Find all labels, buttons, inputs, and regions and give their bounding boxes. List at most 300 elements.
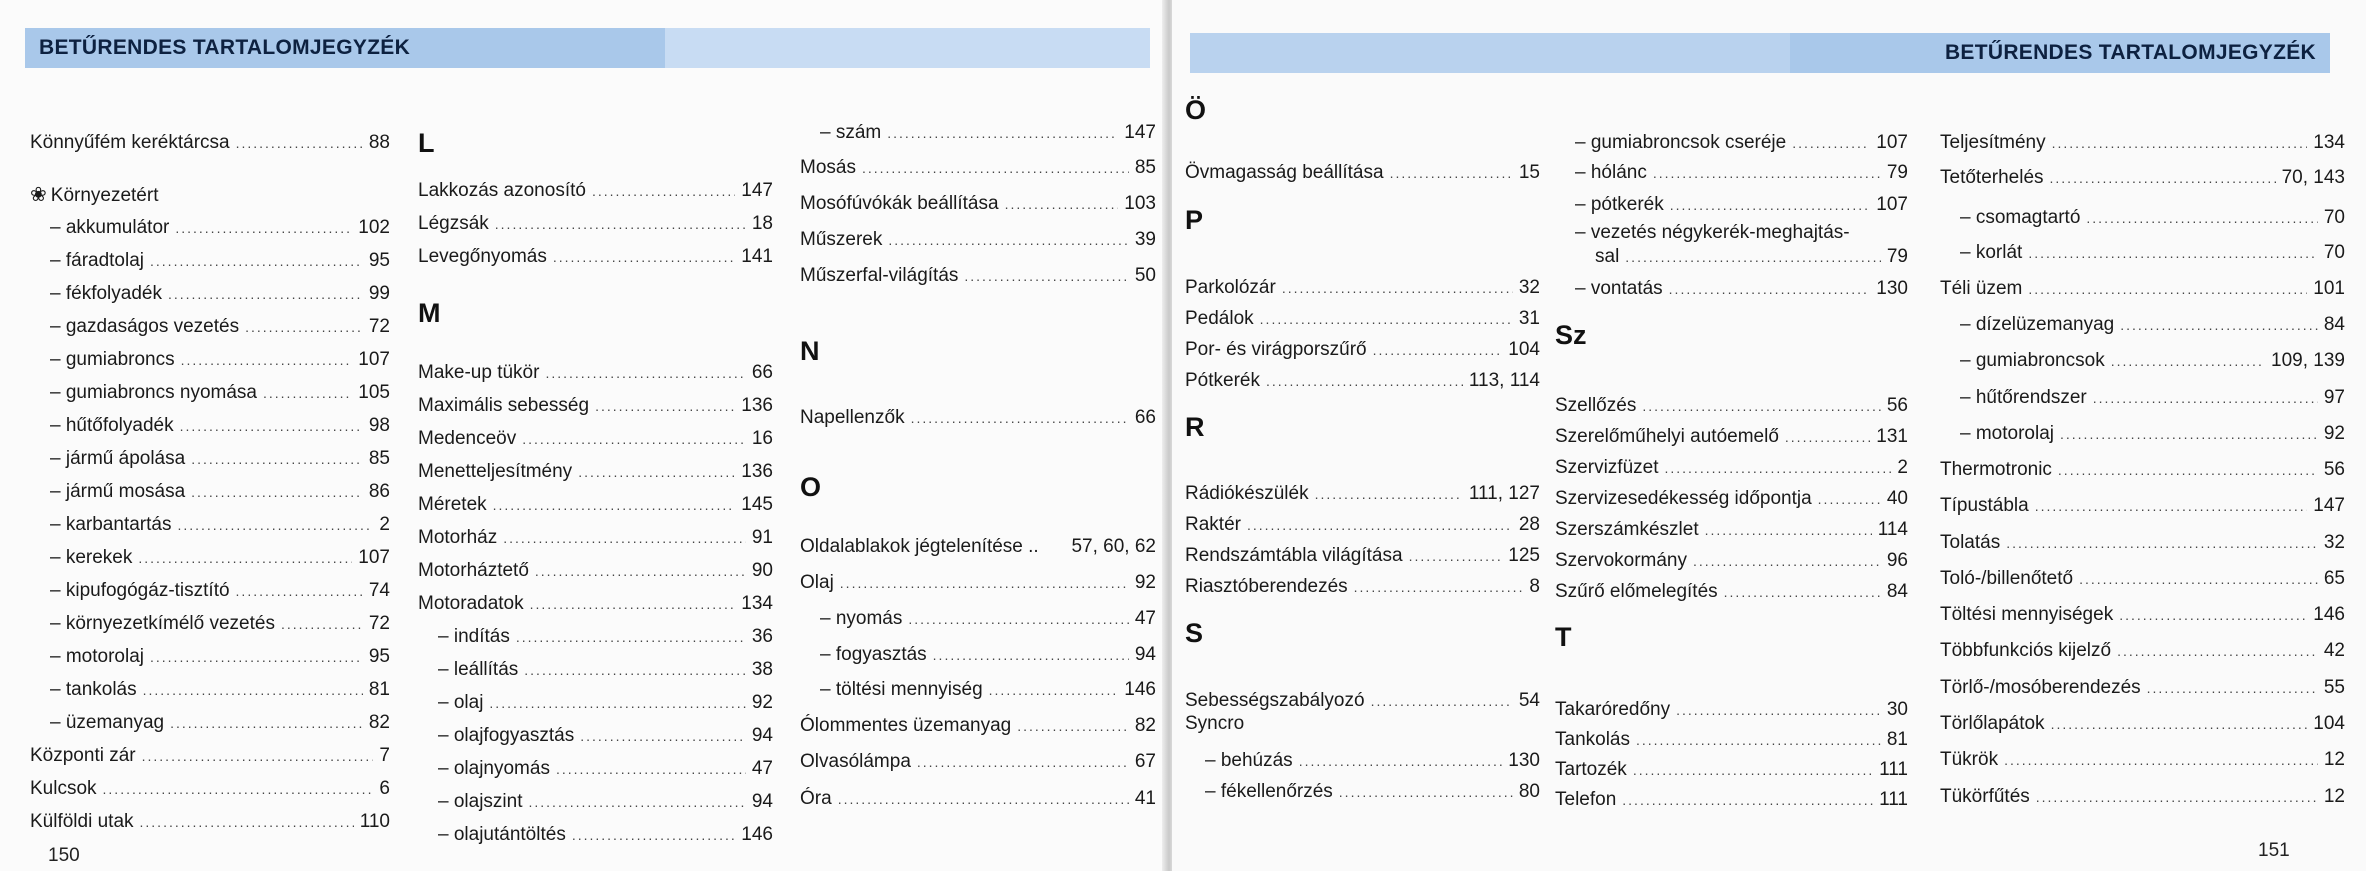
leader-dots — [1299, 748, 1503, 774]
entry-label: – kipufogógáz-tisztító — [50, 580, 230, 601]
index-entry — [50, 512, 390, 538]
page-reference: 54 — [1518, 690, 1540, 711]
leader-dots — [572, 822, 735, 848]
leader-dots — [2079, 566, 2318, 592]
entry-label: – nyomás — [820, 608, 903, 629]
index-entry — [820, 642, 1156, 668]
entry-label: Töltési mennyiségek — [1940, 604, 2114, 625]
leader-dots — [1642, 393, 1881, 419]
page-reference: 84 — [2323, 314, 2345, 335]
page-reference: 50 — [1134, 265, 1156, 286]
entry-label: – csomagtartó — [1960, 207, 2081, 228]
entry-label: Törlő-/mosóberendezés — [1940, 677, 2141, 698]
entry-label: Pótkerék — [1185, 370, 1260, 391]
page-reference: 65 — [2323, 568, 2345, 589]
page-reference: 81 — [368, 679, 390, 700]
entry-label: Tükörfűtés — [1940, 786, 2030, 807]
entry-label: Típustábla — [1940, 495, 2029, 516]
index-entry — [50, 710, 390, 736]
index-entry — [438, 690, 773, 716]
section-letter: Ö — [1185, 95, 1207, 125]
page-reference: 67 — [1134, 751, 1156, 772]
page-reference: 74 — [368, 580, 390, 601]
leader-dots — [1636, 727, 1881, 753]
leader-dots — [1633, 757, 1873, 783]
page-reference: 147 — [741, 180, 773, 201]
index-entry — [1555, 517, 1908, 543]
leader-dots — [489, 690, 745, 716]
index-entry — [1940, 784, 2345, 810]
index-entry — [1960, 312, 2345, 338]
entry-label: – gumiabroncs — [50, 349, 175, 370]
entry-label: – szám — [820, 122, 882, 143]
page-reference: 105 — [358, 382, 390, 403]
entry-label: Syncro — [1185, 713, 1245, 734]
page-reference: 94 — [1134, 644, 1156, 665]
leader-dots — [1390, 160, 1513, 186]
page-reference: 107 — [358, 547, 390, 568]
leader-dots — [516, 624, 746, 650]
leader-dots — [1017, 713, 1129, 739]
leader-dots — [578, 459, 735, 485]
index-entry — [800, 749, 1156, 775]
index-entry — [50, 578, 390, 604]
leader-dots — [1260, 306, 1513, 332]
index-entry — [418, 492, 773, 518]
page-reference: 30 — [1886, 699, 1908, 720]
leader-dots — [2004, 747, 2318, 773]
page-reference: 103 — [1124, 193, 1156, 214]
leader-dots — [142, 743, 374, 769]
page-reference: 141 — [741, 246, 773, 267]
page-reference: 42 — [2323, 640, 2345, 661]
index-entry — [418, 426, 773, 452]
entry-label: – gumiabroncsok cseréje — [1575, 132, 1787, 153]
leader-dots — [177, 512, 373, 538]
index-entry — [1555, 548, 1908, 574]
page-reference: 39 — [1134, 229, 1156, 250]
index-entry — [30, 743, 390, 769]
leader-dots — [2119, 602, 2307, 628]
page-reference: 95 — [368, 646, 390, 667]
entry-label: Ólommentes üzemanyag — [800, 715, 1012, 736]
page-reference: 134 — [2313, 132, 2345, 153]
leader-dots — [2050, 165, 2276, 191]
page-reference: 102 — [358, 217, 390, 238]
page-reference: 31 — [1518, 308, 1540, 329]
page-reference: 84 — [1886, 581, 1908, 602]
page-reference: 146 — [741, 824, 773, 845]
page-reference: 86 — [368, 481, 390, 502]
index-column — [418, 0, 773, 871]
entry-label: – hűtőrendszer — [1960, 387, 2087, 408]
index-entry — [800, 570, 1156, 596]
entry-label: Mosás — [800, 157, 856, 178]
page-reference: 92 — [1134, 572, 1156, 593]
entry-label: – fogyasztás — [820, 644, 927, 665]
index-entry — [438, 624, 773, 650]
leader-dots — [838, 786, 1129, 812]
entry-label: Szerszámkészlet — [1555, 519, 1699, 540]
index-entry — [1185, 543, 1540, 569]
index-entry — [1575, 220, 1908, 246]
leader-dots — [2111, 348, 2265, 374]
index-entry — [820, 606, 1156, 632]
entry-label: Teljesítmény — [1940, 132, 2046, 153]
index-entry — [1575, 130, 1908, 156]
page-reference: 136 — [741, 395, 773, 416]
leader-dots — [495, 211, 746, 237]
index-entry — [1940, 493, 2345, 519]
leader-dots — [553, 244, 735, 270]
section-letter: T — [1555, 622, 1572, 652]
leader-dots — [236, 130, 363, 156]
leader-dots — [989, 677, 1119, 703]
entry-label: Övmagasság beállítása — [1185, 162, 1384, 183]
leader-dots — [545, 360, 745, 386]
leader-dots — [908, 606, 1128, 632]
section-letter: S — [1185, 618, 1204, 648]
index-entry — [1185, 275, 1540, 301]
leader-dots — [2147, 675, 2318, 701]
entry-label: – üzemanyag — [50, 712, 165, 733]
index-entry — [418, 211, 773, 237]
entry-label: Lakkozás azonosító — [418, 180, 586, 201]
entry-label: – gazdaságos vezetés — [50, 316, 240, 337]
index-entry — [1940, 638, 2345, 664]
page-reference: 107 — [1876, 194, 1908, 215]
leader-dots — [168, 281, 363, 307]
index-entry — [1575, 160, 1908, 186]
entry-label: Takaróredőny — [1555, 699, 1671, 720]
page-reference: 107 — [1876, 132, 1908, 153]
entry-label: Levegőnyomás — [418, 246, 547, 267]
index-entry — [30, 130, 390, 156]
page-reference: 85 — [368, 448, 390, 469]
index-entry — [1940, 130, 2345, 156]
entry-label: Sebességszabályozó — [1185, 690, 1365, 711]
page-reference: 91 — [751, 527, 773, 548]
entry-label: Szellőzés — [1555, 395, 1637, 416]
page-number-left: 150 — [48, 845, 80, 866]
index-entry — [1960, 385, 2345, 411]
page-reference: 6 — [379, 778, 390, 799]
leader-dots — [1354, 574, 1524, 600]
leader-dots — [170, 710, 363, 736]
page-reference: 88 — [368, 132, 390, 153]
index-entry — [1555, 424, 1908, 450]
leader-dots — [138, 545, 352, 571]
leader-dots — [140, 809, 354, 835]
leader-dots — [1339, 779, 1513, 805]
leader-dots — [1653, 160, 1881, 186]
header-title-right: BETŰRENDES TARTALOMJEGYZÉK — [1944, 41, 2316, 64]
entry-label: – jármű ápolása — [50, 448, 186, 469]
index-entry — [1185, 337, 1540, 363]
leader-dots — [1705, 517, 1872, 543]
page-reference: 79 — [1886, 246, 1908, 267]
page-reference: 41 — [1134, 788, 1156, 809]
page-reference: 70 — [2323, 242, 2345, 263]
index-entry — [1960, 240, 2345, 266]
leader-dots — [2058, 457, 2318, 483]
index-entry — [438, 756, 773, 782]
leader-dots — [2060, 421, 2318, 447]
page-reference: 70, 143 — [2281, 167, 2345, 188]
page-reference: 32 — [2323, 532, 2345, 553]
entry-label: – olaj — [438, 692, 484, 713]
index-entry — [418, 244, 773, 270]
index-entry — [1185, 512, 1540, 538]
leader-dots — [964, 263, 1128, 289]
entry-label: Többfunkciós kijelző — [1940, 640, 2112, 661]
leader-dots — [530, 591, 736, 617]
page-reference: 82 — [368, 712, 390, 733]
entry-label: Méretek — [418, 494, 487, 515]
entry-label: – leállítás — [438, 659, 519, 680]
page-reference: 82 — [1134, 715, 1156, 736]
entry-label: – töltési mennyiség — [820, 679, 983, 700]
index-entry — [50, 248, 390, 274]
page-reference: 47 — [1134, 608, 1156, 629]
leader-dots — [887, 120, 1118, 146]
index-entry — [1555, 787, 1908, 813]
entry-label: – hűtőfolyadék — [50, 415, 174, 436]
entry-label: – környezetkímélő vezetés — [50, 613, 275, 634]
entry-label: Törlőlapátok — [1940, 713, 2045, 734]
entry-label: Óra — [800, 788, 832, 809]
page-reference: 92 — [2323, 423, 2345, 444]
page-reference: 15 — [1518, 162, 1540, 183]
leader-dots — [2117, 638, 2318, 664]
leader-dots — [1818, 486, 1881, 512]
entry-label: – fékfolyadék — [50, 283, 162, 304]
page-reference: 147 — [2313, 495, 2345, 516]
index-entry — [1555, 455, 1908, 481]
page-number-right: 151 — [2258, 840, 2290, 861]
index-entry — [800, 786, 1156, 812]
page-reference: 134 — [741, 593, 773, 614]
index-entry — [50, 314, 390, 340]
entry-label: Könnyűfém keréktárcsa — [30, 132, 230, 153]
page-reference: 114 — [1877, 519, 1908, 540]
page-reference: 8 — [1529, 576, 1540, 597]
page-reference: 70 — [2323, 207, 2345, 228]
index-entry — [1940, 457, 2345, 483]
index-entry — [1555, 697, 1908, 723]
page-reference: 2 — [1897, 457, 1908, 478]
index-entry — [1555, 727, 1908, 753]
page-reference: 32 — [1518, 277, 1540, 298]
index-entry — [418, 558, 773, 584]
entry-label: Kulcsok — [30, 778, 97, 799]
leader-dots — [524, 657, 746, 683]
index-entry — [418, 393, 773, 419]
page-reference: 66 — [751, 362, 773, 383]
leader-dots — [1247, 512, 1513, 538]
index-entry — [438, 822, 773, 848]
page-reference: 98 — [368, 415, 390, 436]
entry-label: – fáradtolaj — [50, 250, 145, 271]
entry-label: Téli üzem — [1940, 278, 2023, 299]
section-letter: O — [800, 472, 822, 502]
leader-dots — [595, 393, 735, 419]
index-entry — [800, 713, 1156, 739]
index-entry — [1185, 160, 1540, 186]
leader-dots — [917, 749, 1129, 775]
leader-dots — [840, 570, 1129, 596]
entry-label: Pedálok — [1185, 308, 1254, 329]
section-letter: M — [418, 298, 441, 328]
entry-label: – tankolás — [50, 679, 137, 700]
page-reference: 38 — [751, 659, 773, 680]
leader-dots — [1670, 192, 1871, 218]
page-reference: 80 — [1518, 781, 1540, 802]
page-reference: 12 — [2323, 786, 2345, 807]
index-entry — [1575, 192, 1908, 218]
leader-dots — [556, 756, 746, 782]
entry-label: ❀ Környezetért — [30, 184, 159, 206]
page-reference: 85 — [1134, 157, 1156, 178]
page-reference: 36 — [751, 626, 773, 647]
leader-dots — [150, 644, 363, 670]
entry-label: Olvasólámpa — [800, 751, 911, 772]
section-letter: L — [418, 128, 435, 158]
index-entry — [50, 380, 390, 406]
entry-label: – motorolaj — [1960, 423, 2054, 444]
leader-dots — [493, 492, 736, 518]
entry-label: Riasztóberendezés — [1185, 576, 1348, 597]
entry-label: Külföldi utak — [30, 811, 134, 832]
page-reference: 28 — [1518, 514, 1540, 535]
entry-label: Oldalablakok jégtelenítése .. — [800, 536, 1039, 557]
leader-dots — [2006, 530, 2318, 556]
page-reference: 56 — [2323, 459, 2345, 480]
entry-label: Maximális sebesség — [418, 395, 590, 416]
page-reference: 125 — [1508, 545, 1540, 566]
index-entry — [820, 677, 1156, 703]
leader-dots — [245, 314, 363, 340]
leader-dots — [1622, 787, 1873, 813]
leader-dots — [180, 413, 363, 439]
leader-dots — [1664, 455, 1891, 481]
leader-dots — [2093, 385, 2318, 411]
entry-label: Központi zár — [30, 745, 136, 766]
leader-dots — [911, 405, 1129, 431]
page-reference: 111 — [1879, 789, 1908, 810]
entry-label: Műszerek — [800, 229, 883, 250]
page-reference: 101 — [2313, 278, 2345, 299]
page-reference: 136 — [741, 461, 773, 482]
entry-label: Thermotronic — [1940, 459, 2052, 480]
index-entry — [1205, 779, 1540, 805]
index-entry — [1595, 244, 1908, 270]
entry-label: – olajfogyasztás — [438, 725, 575, 746]
page-reference: 72 — [368, 613, 390, 634]
entry-label: Motoradatok — [418, 593, 524, 614]
index-entry — [1940, 747, 2345, 773]
page-reference: 18 — [751, 213, 773, 234]
entry-label: Mosófúvókák beállítása — [800, 193, 999, 214]
index-entry — [50, 644, 390, 670]
page-reference: 81 — [1886, 729, 1908, 750]
page-reference: 47 — [751, 758, 773, 779]
index-entry — [1185, 574, 1540, 600]
leader-dots — [522, 426, 746, 452]
entry-label: – korlát — [1960, 242, 2023, 263]
page-reference: 12 — [2323, 749, 2345, 770]
index-entry — [800, 191, 1156, 217]
index-entry — [1205, 748, 1540, 774]
leader-dots — [580, 723, 746, 749]
index-entry — [1555, 486, 1908, 512]
entry-label: Tetőterhelés — [1940, 167, 2044, 188]
page-reference: 111 — [1879, 759, 1908, 780]
page-reference: 111, 127 — [1468, 483, 1540, 504]
index-entry — [1940, 276, 2345, 302]
page-reference: 16 — [751, 428, 773, 449]
leader-dots — [236, 578, 363, 604]
index-entry — [50, 281, 390, 307]
index-entry — [1940, 675, 2345, 701]
entry-label: – jármű mosása — [50, 481, 186, 502]
leader-dots — [2052, 130, 2308, 156]
page-reference: 104 — [2313, 713, 2345, 734]
index-entry — [800, 405, 1156, 431]
leader-dots — [2051, 711, 2308, 737]
page-reference: 107 — [358, 349, 390, 370]
index-column — [800, 0, 1156, 871]
index-entry — [438, 723, 773, 749]
section-letter: R — [1185, 412, 1205, 442]
entry-label: Motorháztető — [418, 560, 529, 581]
index-column — [1555, 0, 1908, 871]
page-reference: 57, 60, 62 — [1071, 536, 1156, 557]
leader-dots — [150, 248, 363, 274]
entry-label: – behúzás — [1205, 750, 1293, 771]
page-reference: 66 — [1134, 407, 1156, 428]
entry-label: – vontatás — [1575, 278, 1663, 299]
page-reference: 56 — [1886, 395, 1908, 416]
index-entry — [1555, 393, 1908, 419]
leader-dots — [2028, 240, 2318, 266]
leader-dots — [2086, 205, 2317, 231]
index-entry — [418, 360, 773, 386]
entry-label: Toló-/billenőtető — [1940, 568, 2074, 589]
leader-dots — [888, 227, 1129, 253]
entry-label: Szervizfüzet — [1555, 457, 1659, 478]
index-entry — [1940, 566, 2345, 592]
index-entry — [418, 525, 773, 551]
leader-dots — [191, 446, 363, 472]
leader-dots — [535, 558, 746, 584]
leader-dots — [592, 178, 735, 204]
index-entry — [30, 182, 390, 208]
index-entry — [1185, 711, 1540, 737]
entry-label: Szűrő előmelegítés — [1555, 581, 1718, 602]
leader-dots — [191, 479, 363, 505]
index-entry — [1940, 711, 2345, 737]
entry-label: – hólánc — [1575, 162, 1647, 183]
page-reference: 146 — [1124, 679, 1156, 700]
leader-dots — [281, 611, 363, 637]
entry-label: Motorház — [418, 527, 498, 548]
entry-label: Telefon — [1555, 789, 1617, 810]
index-entry — [50, 611, 390, 637]
page-reference: 2 — [379, 514, 390, 535]
leader-dots — [2036, 784, 2318, 810]
index-entry — [50, 215, 390, 241]
